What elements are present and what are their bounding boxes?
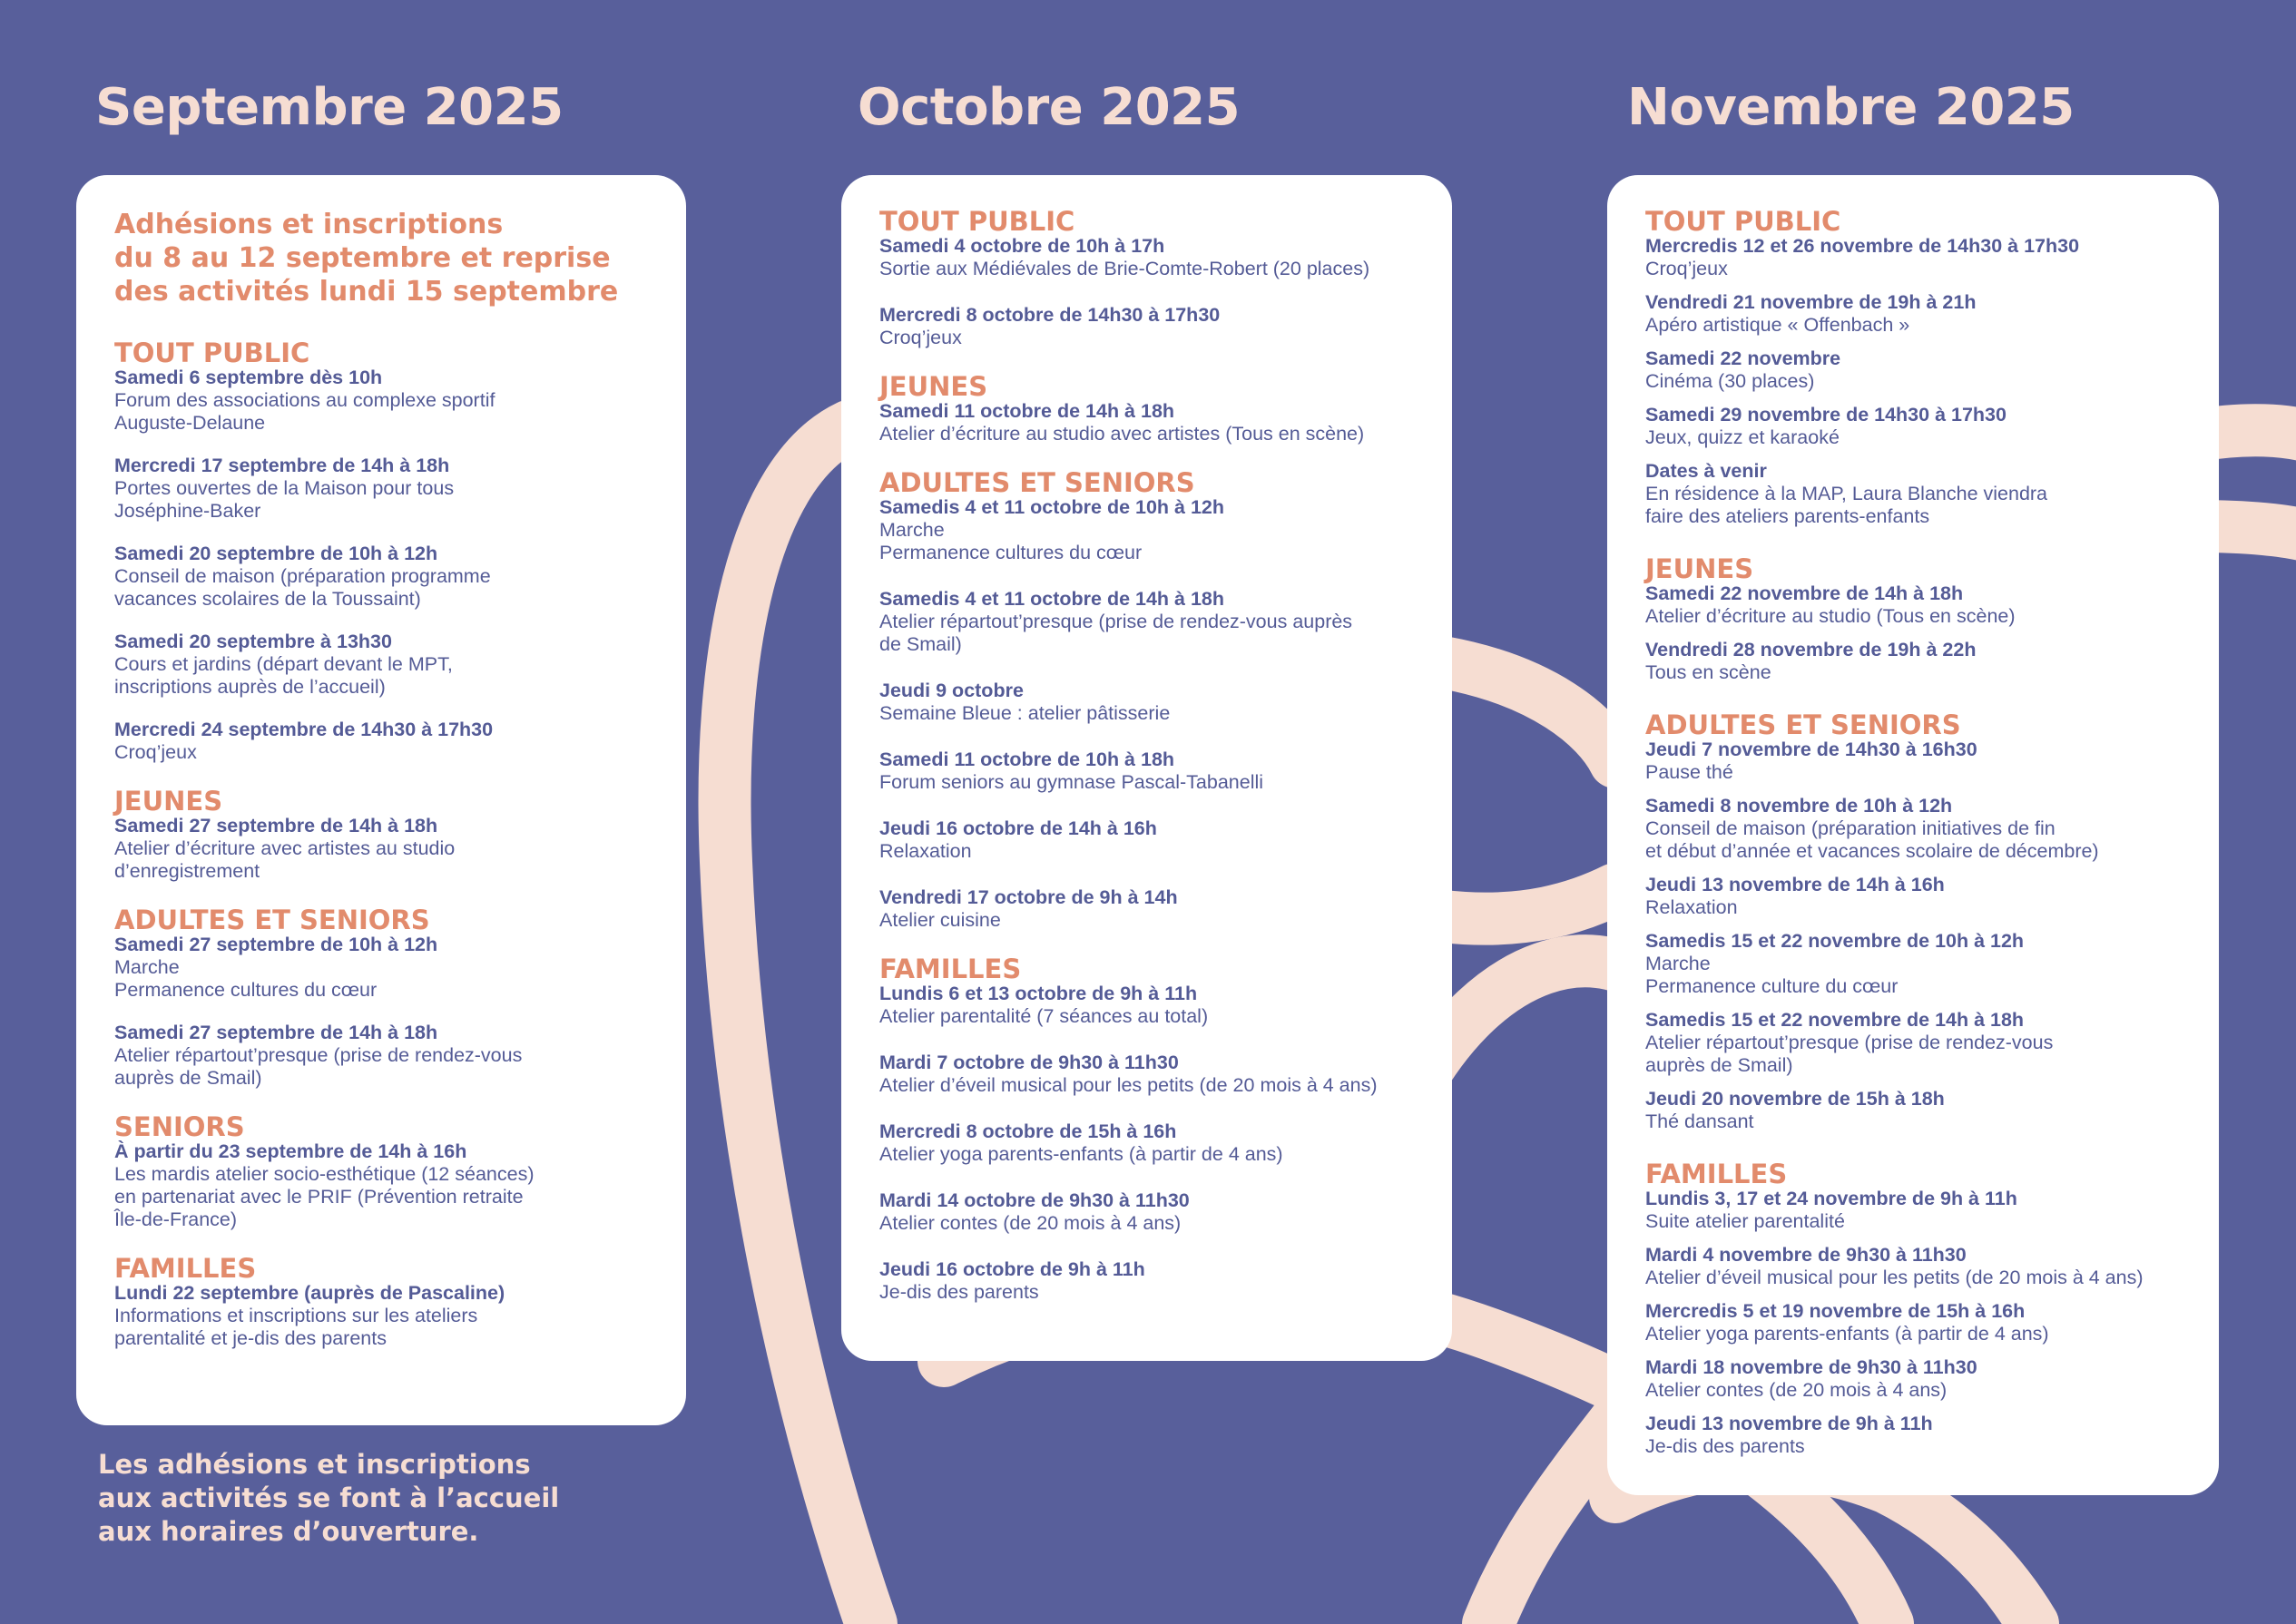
event-description-line: Atelier d’écriture au studio avec artistes (Tous en scène) [879, 423, 1365, 445]
event-item [879, 886, 1416, 932]
event-item [114, 455, 650, 523]
event-description-line: Relaxation [1645, 896, 1738, 918]
event-date: Samedi 27 septembre de 10h à 12h [114, 934, 438, 955]
event-description-line: Atelier contes (de 20 mois à 4 ans) [879, 1212, 1182, 1234]
footnote-line: aux activités se font à l’accueil [98, 1482, 560, 1513]
event-description-line: Marche [1645, 953, 1711, 974]
event-item [114, 1282, 650, 1350]
event-description [114, 477, 650, 523]
event-description [1645, 1435, 2183, 1458]
event-date: Jeudi 9 octobre [879, 680, 1024, 701]
event-date: Samedis 4 et 11 octobre de 14h à 18h [879, 588, 1225, 610]
event-description-line: Atelier répartout’presque (prise de rendez-vous [114, 1044, 523, 1066]
event-item [879, 817, 1416, 863]
event-date: Mardi 7 octobre de 9h30 à 11h30 [879, 1052, 1179, 1073]
event-date: Mercredi 24 septembre de 14h30 à 17h30 [114, 719, 494, 740]
event-description-line: Conseil de maison (préparation initiatives de fin [1645, 817, 2056, 839]
event-date: Mercredi 8 octobre de 14h30 à 17h30 [879, 304, 1221, 326]
event-item [1645, 795, 2183, 863]
event-description-line: Atelier yoga parents-enfants (à partir de 4 ans) [1645, 1323, 2049, 1345]
event-description [879, 1281, 1416, 1304]
event-item [1645, 582, 2183, 628]
event-description [1645, 483, 2183, 528]
event-date: Jeudi 16 octobre de 9h à 11h [879, 1258, 1145, 1280]
event-date: Jeudi 20 novembre de 15h à 18h [1645, 1088, 1945, 1110]
event-description [1645, 1032, 2183, 1077]
event-description-line: Atelier d’éveil musical pour les petits (de 20 mois à 4 ans) [1645, 1267, 2144, 1288]
section-title: FAMILLES [879, 954, 1022, 984]
event-date: Samedis 4 et 11 octobre de 10h à 12h [879, 496, 1225, 518]
event-description [879, 1005, 1416, 1028]
event-item [1645, 404, 2183, 449]
event-description-line: Forum des associations au complexe sportif [114, 389, 496, 411]
event-date: Jeudi 13 novembre de 14h à 16h [1645, 874, 1945, 895]
event-description [879, 1143, 1416, 1166]
event-description [1645, 426, 2183, 449]
event-description-line: Atelier contes (de 20 mois à 4 ans) [1645, 1379, 1948, 1401]
event-item [879, 496, 1416, 564]
event-date: Vendredi 17 octobre de 9h à 14h [879, 886, 1178, 908]
event-date: Samedi 20 septembre à 13h30 [114, 631, 392, 652]
event-description [1645, 1323, 2183, 1345]
section-jeunes [114, 788, 650, 883]
event-description-line: Permanence culture du cœur [1645, 975, 1899, 997]
intro-line: Adhésions et inscriptions [114, 209, 504, 240]
section-title: TOUT PUBLIC [1645, 206, 1841, 237]
event-description [879, 702, 1416, 725]
section-title: TOUT PUBLIC [114, 338, 310, 368]
event-date: À partir du 23 septembre de 14h à 16h [114, 1140, 467, 1162]
event-description-line: Croq’jeux [1645, 258, 1728, 279]
event-description-line: Atelier d’éveil musical pour les petits (de 20 mois à 4 ans) [879, 1074, 1378, 1096]
section-tout-public [1645, 208, 2183, 528]
event-date: Lundis 6 et 13 octobre de 9h à 11h [879, 983, 1198, 1004]
event-description-line: Pause thé [1645, 761, 1733, 783]
intro-line: du 8 au 12 septembre et reprise [114, 242, 611, 274]
event-item [879, 1052, 1416, 1097]
event-description [114, 1305, 650, 1350]
event-item [1645, 1413, 2183, 1458]
event-item [1645, 1088, 2183, 1133]
event-description [1645, 1379, 2183, 1402]
event-description-line: Conseil de maison (préparation programme [114, 565, 491, 587]
event-date: Dates à venir [1645, 460, 1767, 482]
event-date: Mercredi 17 septembre de 14h à 18h [114, 455, 450, 476]
footnote-line: Les adhésions et inscriptions [98, 1449, 531, 1480]
card-octobre [841, 175, 1452, 1361]
event-date: Mardi 4 novembre de 9h30 à 11h30 [1645, 1244, 1967, 1266]
event-description [1645, 1267, 2183, 1289]
event-item [879, 400, 1416, 445]
section-title: TOUT PUBLIC [879, 206, 1075, 237]
event-description-line: Permanence cultures du cœur [879, 542, 1143, 563]
event-description [1645, 1210, 2183, 1233]
event-description-line: parentalité et je-dis des parents [114, 1327, 387, 1349]
section-title: JEUNES [1645, 553, 1754, 584]
event-date: Jeudi 16 octobre de 14h à 16h [879, 817, 1157, 839]
event-date: Mardi 18 novembre de 9h30 à 11h30 [1645, 1356, 1977, 1378]
event-description-line: Apéro artistique « Offenbach » [1645, 314, 1910, 336]
section-title: FAMILLES [114, 1253, 257, 1284]
event-description-line: Atelier parentalité (7 séances au total) [879, 1005, 1209, 1027]
card-novembre [1607, 175, 2219, 1495]
event-description-line: Croq’jeux [879, 327, 962, 348]
event-description [114, 565, 650, 611]
event-item [1645, 235, 2183, 280]
event-item [1645, 1188, 2183, 1233]
event-date: Samedi 6 septembre dès 10h [114, 367, 383, 388]
event-item [114, 1140, 650, 1231]
section-tout-public [879, 208, 1416, 349]
event-description [879, 1212, 1416, 1235]
event-description-line: Jeux, quizz et karaoké [1645, 426, 1840, 448]
event-date: Vendredi 28 novembre de 19h à 22h [1645, 639, 1977, 660]
event-description [1645, 661, 2183, 684]
event-description-line: Atelier yoga parents-enfants (à partir de 4 ans) [879, 1143, 1283, 1165]
card-septembre [76, 175, 686, 1425]
event-description-line: Relaxation [879, 840, 972, 862]
event-description-line: d’enregistrement [114, 860, 260, 882]
event-description [114, 653, 650, 699]
section-jeunes [879, 373, 1416, 445]
event-item [114, 1022, 650, 1090]
event-description [879, 258, 1416, 280]
event-description [1645, 605, 2183, 628]
event-description-line: en partenariat avec le PRIF (Prévention retraite [114, 1186, 524, 1208]
event-description-line: Marche [114, 956, 180, 978]
event-description [879, 1074, 1416, 1097]
event-date: Samedi 27 septembre de 14h à 18h [114, 1022, 438, 1043]
event-description [114, 741, 650, 764]
section-familles [879, 955, 1416, 1304]
event-date: Samedi 11 octobre de 14h à 18h [879, 400, 1175, 422]
event-description-line: Cours et jardins (départ devant le MPT, [114, 653, 453, 675]
section-title: ADULTES ET SENIORS [1645, 709, 1961, 740]
event-description [1645, 258, 2183, 280]
event-description [879, 519, 1416, 564]
event-description-line: Joséphine-Baker [114, 500, 261, 522]
event-description [1645, 761, 2183, 784]
event-description-line: auprès de Smail) [114, 1067, 262, 1089]
event-date: Jeudi 13 novembre de 9h à 11h [1645, 1413, 1933, 1434]
event-description-line: Suite atelier parentalité [1645, 1210, 1845, 1232]
event-item [879, 235, 1416, 280]
event-item [1645, 460, 2183, 528]
event-date: Samedi 4 octobre de 10h à 17h [879, 235, 1165, 257]
event-date: Samedi 29 novembre de 14h30 à 17h30 [1645, 404, 2007, 426]
event-item [879, 748, 1416, 794]
footnote [98, 1448, 559, 1549]
event-item [114, 719, 650, 764]
event-description-line: Je-dis des parents [879, 1281, 1039, 1303]
event-date: Samedi 22 novembre [1645, 347, 1841, 369]
event-date: Samedi 20 septembre de 10h à 12h [114, 543, 438, 564]
event-date: Lundi 22 septembre (auprès de Pascaline) [114, 1282, 505, 1304]
event-description [114, 1163, 650, 1231]
section-title: FAMILLES [1645, 1159, 1788, 1189]
event-description-line: Informations et inscriptions sur les ateliers [114, 1305, 478, 1326]
event-description [114, 956, 650, 1002]
event-date: Samedi 8 novembre de 10h à 12h [1645, 795, 1953, 817]
section-familles [114, 1255, 650, 1350]
event-description-line: Forum seniors au gymnase Pascal-Tabanelli [879, 771, 1264, 793]
event-item [1645, 1356, 2183, 1402]
title-septembre: Septembre 2025 [95, 78, 564, 137]
title-novembre: Novembre 2025 [1627, 78, 2075, 137]
event-description-line: inscriptions auprès de l’accueil) [114, 676, 386, 698]
event-description-line: Je-dis des parents [1645, 1435, 1805, 1457]
event-item [879, 1120, 1416, 1166]
event-description-line: Tous en scène [1645, 661, 1771, 683]
event-description [1645, 1110, 2183, 1133]
event-item [1645, 1009, 2183, 1077]
event-description-line: auprès de Smail) [1645, 1054, 1793, 1076]
section-title: ADULTES ET SENIORS [879, 467, 1195, 498]
event-description-line: Île-de-France) [114, 1208, 238, 1230]
section-title: SENIORS [114, 1111, 245, 1142]
event-date: Jeudi 7 novembre de 14h30 à 16h30 [1645, 739, 1977, 760]
event-description-line: Marche [879, 519, 945, 541]
event-item [879, 304, 1416, 349]
event-description-line: Atelier d’écriture avec artistes au studio [114, 837, 456, 859]
event-description-line: Permanence cultures du cœur [114, 979, 378, 1001]
event-description-line: Auguste-Delaune [114, 412, 266, 434]
event-description [1645, 896, 2183, 919]
event-item [1645, 639, 2183, 684]
section-title: ADULTES ET SENIORS [114, 905, 430, 935]
event-item [1645, 347, 2183, 393]
event-description-line: Atelier d’écriture au studio (Tous en scène) [1645, 605, 2016, 627]
event-date: Mercredis 5 et 19 novembre de 15h à 16h [1645, 1300, 2026, 1322]
event-item [879, 1189, 1416, 1235]
event-item [114, 543, 650, 611]
event-item [114, 367, 650, 435]
event-item [879, 588, 1416, 656]
intro-line: des activités lundi 15 septembre [114, 276, 619, 308]
event-description-line: Portes ouvertes de la Maison pour tous [114, 477, 455, 499]
event-description-line: Atelier cuisine [879, 909, 1001, 931]
event-description [114, 389, 650, 435]
section-title: JEUNES [879, 371, 988, 402]
event-description [1645, 370, 2183, 393]
event-item [1645, 930, 2183, 998]
event-description [879, 840, 1416, 863]
event-item [1645, 739, 2183, 784]
event-description [879, 909, 1416, 932]
footnote-line: aux horaires d’ouverture. [98, 1516, 479, 1547]
section-jeunes [1645, 555, 2183, 684]
section-tout-public [114, 339, 650, 764]
event-description-line: vacances scolaires de la Toussaint) [114, 588, 421, 610]
event-date: Samedi 22 novembre de 14h à 18h [1645, 582, 1964, 604]
event-description [1645, 953, 2183, 998]
event-description-line: Atelier répartout’presque (prise de rendez-vous auprès [879, 611, 1353, 632]
event-item [1645, 874, 2183, 919]
event-description-line: Atelier répartout’presque (prise de rendez-vous [1645, 1032, 2054, 1053]
event-description-line: Sortie aux Médiévales de Brie-Comte-Robert (20 places) [879, 258, 1370, 279]
section-adultes-et-seniors [1645, 711, 2183, 1133]
event-item [1645, 1244, 2183, 1289]
event-description [1645, 314, 2183, 337]
event-description-line: Cinéma (30 places) [1645, 370, 1815, 392]
event-date: Mardi 14 octobre de 9h30 à 11h30 [879, 1189, 1190, 1211]
intro-text [114, 208, 650, 308]
section-adultes-et-seniors [879, 469, 1416, 932]
event-date: Lundis 3, 17 et 24 novembre de 9h à 11h [1645, 1188, 2017, 1209]
event-description-line: et début d’année et vacances scolaire de décembre) [1645, 840, 2099, 862]
section-adultes-et-seniors [114, 906, 650, 1090]
event-item [879, 983, 1416, 1028]
event-description [879, 611, 1416, 656]
event-date: Mercredis 12 et 26 novembre de 14h30 à 17h30 [1645, 235, 2080, 257]
event-date: Samedi 27 septembre de 14h à 18h [114, 815, 438, 836]
title-octobre: Octobre 2025 [858, 78, 1241, 137]
event-description [1645, 817, 2183, 863]
section-seniors [114, 1113, 650, 1231]
event-date: Mercredi 8 octobre de 15h à 16h [879, 1120, 1177, 1142]
event-description-line: Croq’jeux [114, 741, 197, 763]
event-item [879, 1258, 1416, 1304]
event-item [114, 815, 650, 883]
event-description-line: En résidence à la MAP, Laura Blanche viendra [1645, 483, 2048, 504]
section-familles [1645, 1160, 2183, 1458]
section-title: JEUNES [114, 786, 223, 817]
event-description-line: Thé dansant [1645, 1110, 1754, 1132]
event-description-line: Semaine Bleue : atelier pâtisserie [879, 702, 1171, 724]
event-description-line: faire des ateliers parents-enfants [1645, 505, 1930, 527]
event-item [1645, 291, 2183, 337]
event-item [879, 680, 1416, 725]
event-description [879, 423, 1416, 445]
event-date: Samedis 15 et 22 novembre de 10h à 12h [1645, 930, 2025, 952]
event-description [114, 1044, 650, 1090]
event-date: Samedis 15 et 22 novembre de 14h à 18h [1645, 1009, 2025, 1031]
event-item [1645, 1300, 2183, 1345]
event-description [879, 327, 1416, 349]
event-description-line: Les mardis atelier socio-esthétique (12 séances) [114, 1163, 535, 1185]
event-item [114, 934, 650, 1002]
event-date: Samedi 11 octobre de 10h à 18h [879, 748, 1175, 770]
event-description [879, 771, 1416, 794]
event-date: Vendredi 21 novembre de 19h à 21h [1645, 291, 1977, 313]
event-description [114, 837, 650, 883]
event-description-line: de Smail) [879, 633, 962, 655]
event-item [114, 631, 650, 699]
